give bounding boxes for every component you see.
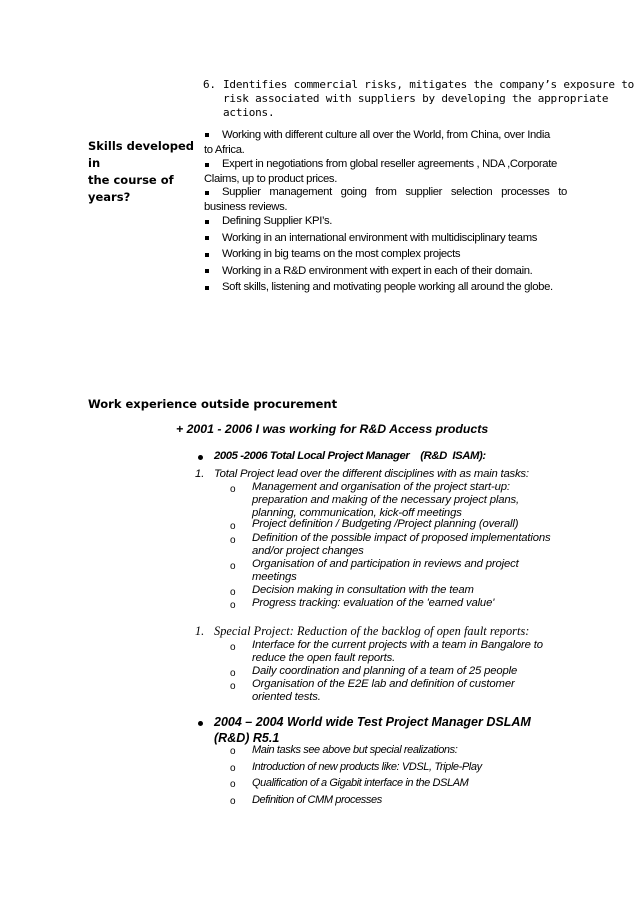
role-item-text: Total Project lead over the different disciplines with as main tasks: — [214, 468, 529, 480]
skills-section-label — [88, 138, 198, 206]
square-bullet-icon — [205, 269, 209, 273]
circle-bullet-icon: o — [230, 746, 236, 757]
square-bullet-icon — [205, 236, 209, 240]
skill-item — [222, 214, 577, 229]
role-item-number: 1. — [195, 468, 205, 480]
skill-line: Claims, up to product prices. — [204, 172, 338, 185]
label-line: the course of — [88, 173, 174, 187]
skill-item — [204, 157, 559, 186]
circle-bullet-icon: o — [230, 668, 236, 679]
task-line: Management and organisation of the project start-up: — [252, 481, 510, 493]
task-item — [252, 597, 562, 610]
skill-line: Soft skills, listening and motivating people working all around the globe. — [222, 281, 553, 293]
circle-bullet-icon: o — [230, 763, 236, 774]
label-line: Skills developed in — [88, 139, 195, 170]
task-line: Organisation of the E2E lab and definition of customer — [252, 678, 515, 690]
skill-line: to Africa. — [204, 143, 245, 156]
task-item — [252, 532, 562, 558]
task-line: Decision making in consultation with the team — [252, 584, 474, 596]
task-line: and/or project changes — [252, 545, 364, 558]
task-item: Definition of CMM processes — [252, 794, 382, 806]
task-line: planning, communication, kick-off meetings — [252, 507, 462, 520]
skill-item — [222, 280, 577, 295]
item-number: 6. — [203, 78, 216, 91]
skill-line: Working with different culture all over the World, from China, over India — [222, 129, 550, 141]
task-item: Introduction of new products like: VDSL, Triple-Play — [252, 761, 482, 773]
task-item — [252, 639, 562, 665]
skill-item — [204, 128, 559, 157]
task-line: reduce the open fault reports. — [252, 652, 396, 665]
role-heading — [214, 714, 531, 746]
skill-line: Defining Supplier KPI’s. — [222, 215, 333, 227]
circle-bullet-icon: o — [230, 642, 236, 653]
circle-bullet-icon: o — [230, 796, 236, 807]
square-bullet-icon — [205, 253, 209, 257]
circle-bullet-icon: o — [230, 484, 236, 495]
item-line: actions. — [223, 106, 275, 119]
task-line: preparation and making of the necessary project plans, — [252, 494, 519, 507]
square-bullet-icon — [205, 220, 209, 224]
task-line: meetings — [252, 571, 297, 584]
task-line: Daily coordination and planning of a team of 25 people — [252, 665, 518, 677]
bullet-dot-icon — [198, 455, 203, 460]
skill-item — [222, 264, 577, 279]
task-line: oriented tests. — [252, 691, 321, 704]
task-item — [252, 481, 562, 521]
skill-line: Expert in negotiations from global reseller agreements , NDA ,Corporate — [222, 158, 557, 170]
section-title: Work experience outside procurement — [88, 397, 338, 411]
circle-bullet-icon: o — [230, 681, 236, 692]
task-item — [252, 665, 562, 678]
skill-line: Working in big teams on the most complex projects — [222, 248, 461, 260]
task-line: Organisation of and participation in reviews and project — [252, 558, 519, 570]
item-line: Identifies commercial risks, mitigates the company’s exposure to — [223, 78, 635, 91]
special-project-number: 1. — [195, 624, 205, 638]
task-item — [252, 584, 562, 597]
circle-bullet-icon: o — [230, 587, 236, 598]
skill-line: Working in an international environment with multidisciplinary teams — [222, 232, 538, 244]
skill-line: Supplier management going from supplier selection processes to — [222, 186, 567, 198]
role-heading: 2005 -2006 Total Local Project Manager (R&D ISAM): — [214, 450, 486, 462]
task-item — [252, 518, 562, 531]
bullet-dot-icon — [198, 721, 203, 726]
skill-item — [222, 247, 577, 262]
square-bullet-icon — [205, 286, 209, 290]
role-heading-line: (R&D) R5.1 — [214, 731, 280, 745]
circle-bullet-icon: o — [230, 521, 236, 532]
task-line: Progress tracking: evaluation of the 'earned value' — [252, 597, 495, 609]
item-line: risk associated with suppliers by developing the appropriate — [223, 92, 609, 105]
circle-bullet-icon: o — [230, 600, 236, 611]
circle-bullet-icon: o — [230, 561, 236, 572]
skill-line: business reviews. — [204, 200, 288, 213]
skill-line: Working in a R&D environment with expert in each of their domain. — [222, 265, 533, 277]
task-item: Main tasks see above but special realizations: — [252, 744, 458, 756]
period-heading: + 2001 - 2006 I was working for R&D Access products — [176, 422, 489, 436]
task-item: Qualification of a Gigabit interface in the DSLAM — [252, 777, 469, 789]
skill-item — [222, 231, 577, 246]
task-line: Definition of the possible impact of proposed implementations — [252, 532, 551, 544]
circle-bullet-icon: o — [230, 535, 236, 546]
task-item — [252, 678, 562, 704]
label-line: years? — [88, 190, 131, 204]
task-item — [252, 558, 562, 584]
skill-item — [204, 185, 567, 214]
task-line: Interface for the current projects with a team in Bangalore to — [252, 639, 543, 651]
role-heading-line: 2004 – 2004 World wide Test Project Manager DSLAM — [214, 715, 531, 729]
circle-bullet-icon: o — [230, 779, 236, 790]
task-line: Project definition / Budgeting /Project planning (overall) — [252, 518, 519, 530]
special-project-heading: Special Project: Reduction of the backlog of open fault reports: — [214, 624, 530, 638]
